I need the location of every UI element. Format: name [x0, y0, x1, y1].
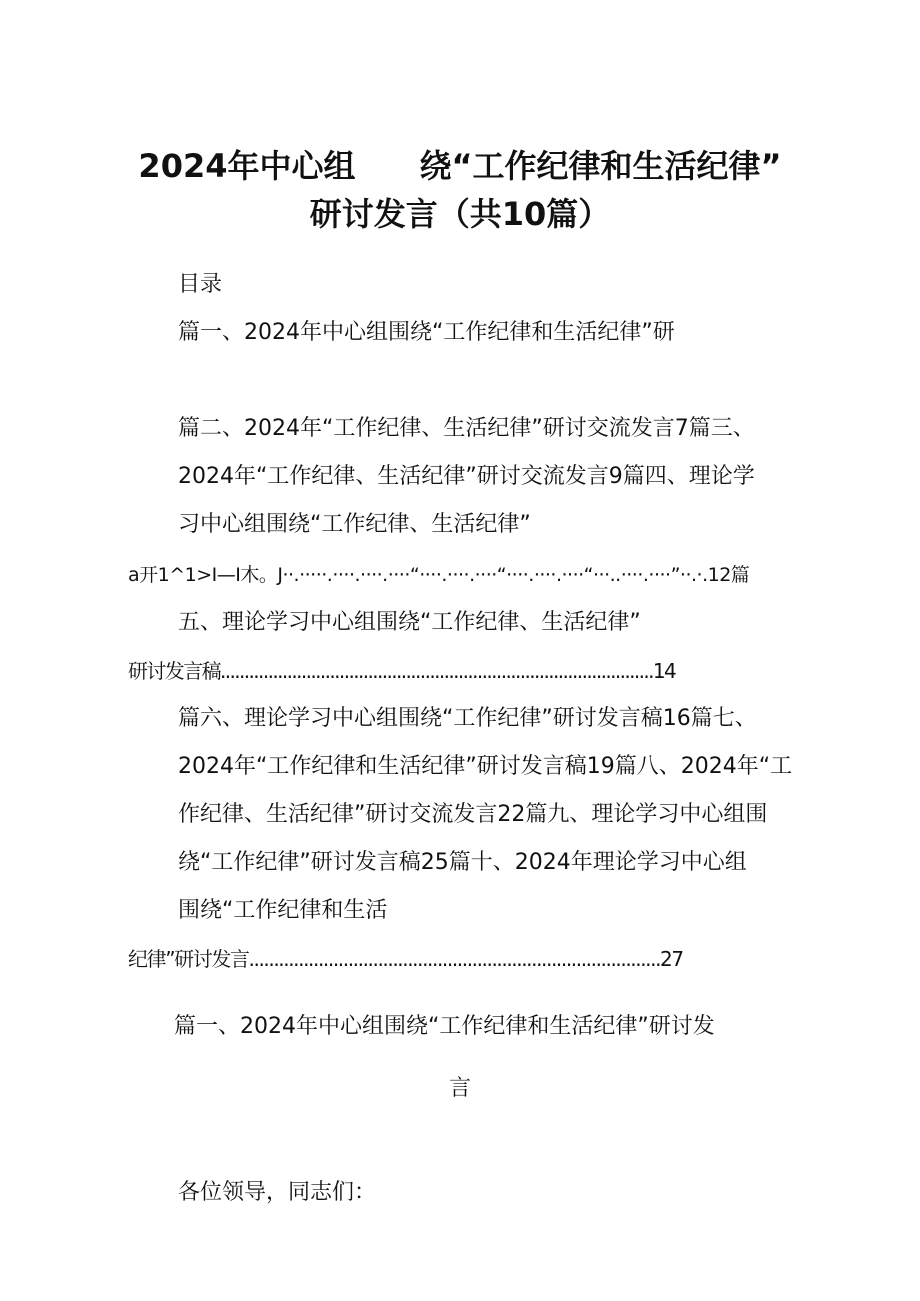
toc-heading: 目录 — [178, 272, 223, 297]
document-title-line-1: 2024年中心组 绕“工作纪律和生活纪律” — [138, 147, 782, 185]
toc-line: 篇一、2024年中心组围绕“工作纪律和生活纪律”研 — [178, 320, 675, 345]
section-heading-line-1: 篇一、2024年中心组围绕“工作纪律和生活纪律”研讨发 — [174, 1014, 715, 1039]
section-heading-line-2: 言 — [448, 1076, 471, 1101]
toc-line: 篇六、理论学习中心组围绕“工作纪律”研讨发言稿16篇七、 — [178, 706, 757, 731]
document-title-line-2: 研讨发言（共10篇） — [309, 195, 611, 233]
toc-line: 研讨发言稿...........................................................................................14 — [128, 659, 676, 683]
toc-line: a开1^1>I—I木。J··.·····.····.····.····“····.····.····“····.····.····“···..····.····”··.·.12篇 — [128, 564, 750, 586]
toc-line: 2024年“工作纪律和生活纪律”研讨发言稿19篇八、2024年“工 — [178, 754, 793, 779]
toc-line: 绕“工作纪律”研讨发言稿25篇十、2024年理论学习中心组 — [178, 850, 747, 875]
toc-line: 围绕“工作纪律和生活 — [178, 898, 388, 923]
toc-line: 作纪律、生活纪律”研讨交流发言22篇九、理论学习中心组围 — [178, 802, 768, 827]
toc-line: 五、理论学习中心组围绕“工作纪律、生活纪律” — [178, 610, 641, 635]
toc-line: 篇二、2024年“工作纪律、生活纪律”研讨交流发言7篇三、 — [178, 416, 755, 441]
toc-line: 2024年“工作纪律、生活纪律”研讨交流发言9篇四、理论学 — [178, 464, 755, 489]
toc-line: 习中心组围绕“工作纪律、生活纪律” — [178, 512, 531, 537]
salutation: 各位领导，同志们： — [178, 1180, 377, 1205]
toc-line: 纪律”研讨发言...................................................................................27 — [128, 947, 683, 971]
